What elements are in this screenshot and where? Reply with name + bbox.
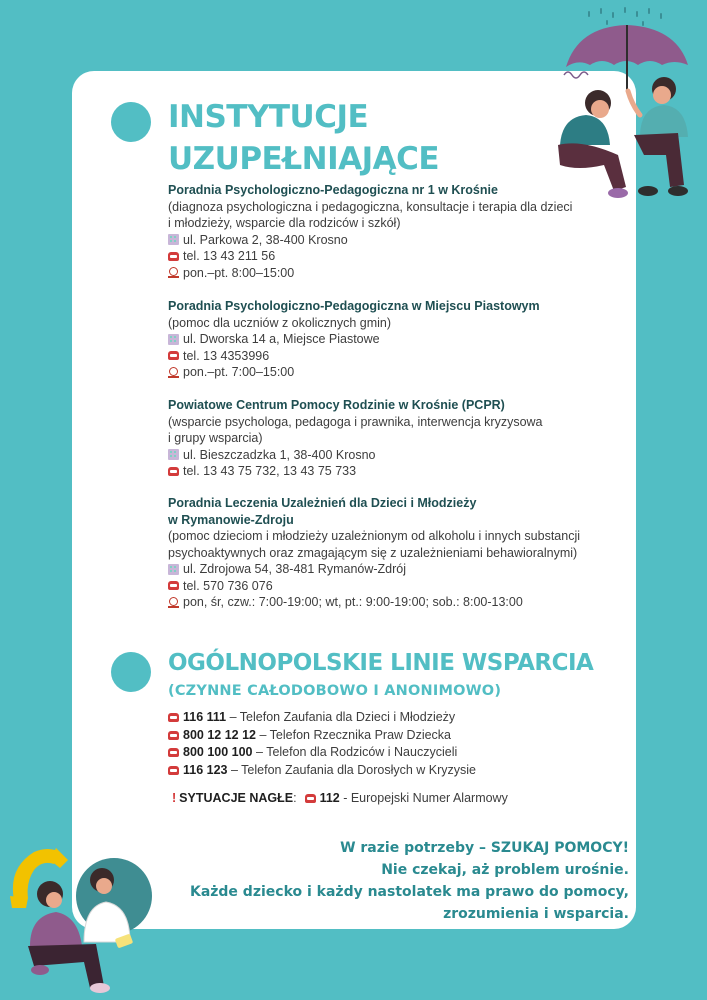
address-text: ul. Parkowa 2, 38-400 Krosno bbox=[183, 232, 348, 247]
institution-item bbox=[168, 495, 608, 611]
section-title-institutions bbox=[168, 96, 439, 180]
institution-hours bbox=[168, 594, 608, 611]
emergency-line[interactable] bbox=[172, 791, 508, 805]
institution-name: w Rymanowie-Zdroju bbox=[168, 512, 294, 527]
institution-item bbox=[168, 182, 608, 281]
hotline-item[interactable] bbox=[168, 762, 476, 780]
institution-hours bbox=[168, 364, 608, 381]
institution-description: (diagnoza psychologiczna i pedagogiczna, konsultacje i terapia dla dzieci bbox=[168, 199, 573, 214]
institution-hours bbox=[168, 265, 608, 282]
hotline-description: – Telefon dla Rodziców i Nauczycieli bbox=[252, 745, 458, 759]
telephone-icon bbox=[168, 581, 179, 590]
clock-icon bbox=[168, 597, 179, 608]
telephone-icon bbox=[168, 467, 179, 476]
umbrella-friends-illustration bbox=[548, 5, 698, 201]
hours-text: pon.–pt. 7:00–15:00 bbox=[183, 365, 295, 379]
institution-description: (pomoc dzieciom i młodzieży uzależnionym od alkoholu i innych substancji bbox=[168, 529, 580, 543]
hotline-number: 800 100 100 bbox=[183, 745, 253, 759]
address-text: ul. Zdrojowa 54, 38-481 Rymanów-Zdrój bbox=[183, 562, 407, 576]
telephone-icon bbox=[168, 252, 179, 261]
address-text: ul. Bieszczadzka 1, 38-400 Krosno bbox=[183, 447, 376, 462]
hotline-number: 116 123 bbox=[183, 762, 228, 777]
hours-text: pon, śr, czw.: 7:00-19:00; wt, pt.: 9:00-19:00; sob.: 8:00-13:00 bbox=[183, 595, 523, 609]
institution-phone[interactable] bbox=[168, 578, 608, 595]
telephone-icon bbox=[168, 766, 179, 775]
hotline-item[interactable] bbox=[168, 727, 476, 745]
building-icon bbox=[168, 334, 179, 345]
telephone-icon bbox=[168, 748, 179, 757]
phone-text: tel. 13 43 75 732, 13 43 75 733 bbox=[183, 464, 357, 478]
hotline-number: 800 12 12 12 bbox=[183, 727, 256, 742]
institution-name: Poradnia Psychologiczno-Pedagogiczna w Miejscu Piastowym bbox=[168, 299, 540, 313]
building-icon bbox=[168, 564, 179, 575]
closing-line: Nie czekaj, aż problem urośnie. bbox=[381, 862, 629, 878]
telephone-icon bbox=[168, 731, 179, 740]
institution-address bbox=[168, 447, 608, 464]
hotline-list bbox=[168, 709, 476, 779]
institution-phone[interactable] bbox=[168, 248, 608, 265]
hotline-description: – Telefon Zaufania dla Dzieci i Młodzieży bbox=[226, 710, 456, 724]
clock-icon bbox=[168, 267, 179, 278]
institution-address bbox=[168, 331, 608, 348]
institution-name: Poradnia Psychologiczno-Pedagogiczna nr 1 w Krośnie bbox=[168, 183, 498, 197]
section-title-hotlines: OGÓLNOPOLSKIE LINIE WSPARCIA bbox=[168, 650, 594, 676]
institution-item bbox=[168, 397, 608, 480]
emergency-label: SYTUACJE NAGŁE bbox=[179, 791, 294, 805]
institution-phone[interactable] bbox=[168, 348, 608, 365]
section-bullet-dot bbox=[111, 652, 151, 692]
closing-line: zrozumienia i wsparcia. bbox=[443, 906, 629, 922]
exclamation-icon: ! bbox=[172, 791, 177, 805]
closing-message bbox=[190, 837, 629, 925]
building-icon bbox=[168, 449, 179, 460]
institution-description: (pomoc dla uczniów z okolicznych gmin) bbox=[168, 315, 392, 330]
institution-name: Poradnia Leczenia Uzależnień dla Dzieci i Młodzieży bbox=[168, 496, 477, 510]
phone-text: tel. 570 736 076 bbox=[183, 578, 273, 593]
address-text: ul. Dworska 14 a, Miejsce Piastowe bbox=[183, 332, 380, 346]
hotline-item[interactable] bbox=[168, 709, 476, 727]
closing-line: Każde dziecko i każdy nastolatek ma prawo do pomocy, bbox=[189, 884, 629, 900]
hotline-item[interactable] bbox=[168, 744, 476, 762]
section-title-line1: INSTYTUCJE bbox=[168, 99, 369, 135]
institution-name: Powiatowe Centrum Pomocy Rodzinie w Krośnie (PCPR) bbox=[168, 398, 505, 412]
institution-item bbox=[168, 298, 608, 381]
institution-address bbox=[168, 232, 608, 249]
hotline-description: – Telefon Rzecznika Praw Dziecka bbox=[256, 727, 451, 742]
hotline-description: – Telefon Zaufania dla Dorosłych w Kryzysie bbox=[227, 762, 476, 777]
phone-text: tel. 13 43 211 56 bbox=[183, 249, 276, 263]
hotline-number: 116 111 bbox=[183, 710, 227, 724]
institution-description: i grupy wsparcia) bbox=[168, 431, 263, 445]
section-subtitle: (CZYNNE CAŁODOBOWO I ANONIMOWO) bbox=[168, 683, 502, 699]
institution-address bbox=[168, 561, 608, 578]
telephone-icon bbox=[168, 713, 179, 722]
building-icon bbox=[168, 234, 179, 245]
phone-text: tel. 13 4353996 bbox=[183, 348, 270, 363]
telephone-icon bbox=[305, 794, 316, 803]
phone-support-illustration bbox=[4, 838, 156, 996]
hours-text: pon.–pt. 8:00–15:00 bbox=[183, 265, 295, 280]
institution-description: (wsparcie psychologa, pedagoga i prawnika, interwencja kryzysowa bbox=[168, 414, 543, 429]
closing-line: W razie potrzeby – SZUKAJ POMOCY! bbox=[340, 840, 629, 856]
clock-icon bbox=[168, 367, 179, 378]
emergency-description: - Europejski Numer Alarmowy bbox=[339, 791, 508, 805]
emergency-colon: : bbox=[293, 791, 297, 805]
institution-phone[interactable] bbox=[168, 463, 608, 480]
telephone-icon bbox=[168, 351, 179, 360]
emergency-number: 112 bbox=[319, 791, 340, 805]
section-title-line2: UZUPEŁNIAJĄCE bbox=[168, 141, 440, 177]
institution-description: psychoaktywnych oraz zmagającym się z uzależnieniami behawioralnymi) bbox=[168, 545, 578, 560]
section-bullet-dot bbox=[111, 102, 151, 142]
institution-description: i młodzieży, wsparcie dla rodziców i szkół) bbox=[168, 216, 401, 230]
